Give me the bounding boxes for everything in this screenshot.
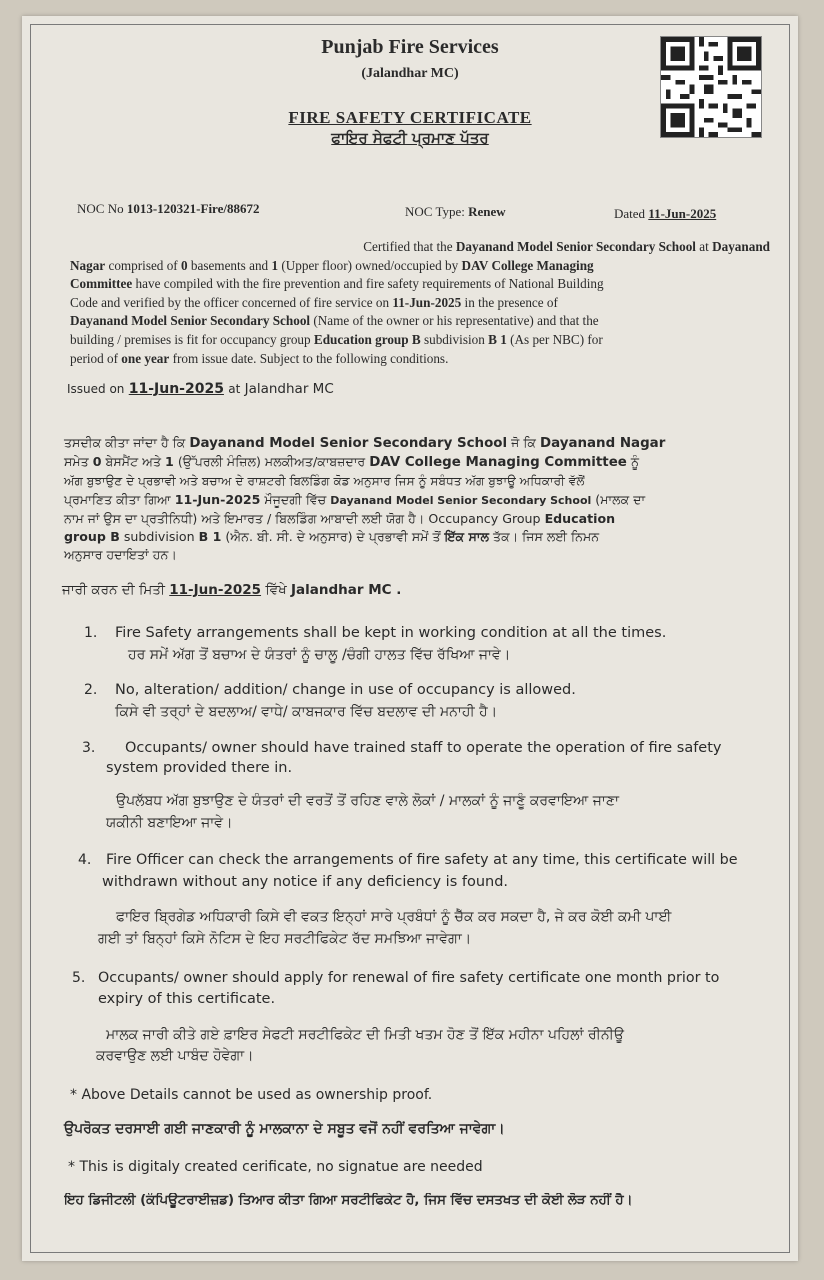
text: comprised of [108,257,178,273]
text: ਅੱਗ ਬੁਝਾਉਣ ਦੇ ਪ੍ਰਭਾਵੀ ਅਤੇ ਬਚਾਅ ਦੇ ਰਾਸ਼ਟਰੀ ਬਿਲਡਿੰਗ ਕੋਡ ਅਨੁਸਾਰ ਜਿਸ ਨੂੰ ਸਬੰਧਤ ਅੱਗ ਬੁਝਾਊ ਅਧਿਕਾਰੀ ਵੱਲੋਂ [64,474,585,489]
occupancy-group: Education [544,510,616,526]
owner-name: DAV College Managing Committee [369,455,627,471]
digital-note-punjabi: ਇਹ ਡਿਜੀਟਲੀ (ਕੰਪਿਊਟਰਾਈਜ਼ਡ) ਤਿਆਰ ਕੀਤਾ ਗਿਆ ਸਰਟੀਫਿਕੇਟ ਹੈ, ਜਿਸ ਵਿੱਚ ਦਸਤਖਤ ਦੀ ਕੋਈ ਲੋੜ ਨਹੀਂ ਹੈ। [64,1193,633,1208]
noc-type-value: Renew [468,204,506,219]
school-name: Dayanand Model Senior Secondary School [455,239,696,254]
condition-number: 2. [84,682,98,698]
issued-on-label: ਜਾਰੀ ਕਰਨ ਦੀ ਮਿਤੀ [62,582,165,598]
text: subdivision [123,529,195,545]
qr-code-icon [660,36,762,138]
text: ਨੂੰ [630,454,640,470]
condition-text-english: No, alteration/ addition/ change in use of occupancy is allowed. [115,682,576,698]
occupancy-group: Education group B [313,331,421,347]
issued-on-punjabi [62,582,401,598]
condition-text-punjabi: ਯਕੀਨੀ ਬਣਾਇਆ ਜਾਵੇ। [106,815,233,831]
text: ਪ੍ਰਮਾਣਿਤ ਕੀਤਾ ਗਿਆ [64,491,171,507]
issued-on-date: 11-Jun-2025 [169,582,262,598]
owner-name: Committee [70,276,133,292]
text: ਤਸਦੀਕ ਕੀਤਾ ਜਾਂਦਾ ਹੈ ਕਿ [64,435,186,450]
condition-text-punjabi: ਉਪਲੱਬਧ ਅੱਗ ਬੁਝਾਉਣ ਦੇ ਯੰਤਰਾਂ ਦੀ ਵਰਤੋਂ ਤੋਂ ਰਹਿਣ ਵਾਲੇ ਲੋਕਾਂ / ਮਾਲਕਾਂ ਨੂੰ ਜਾਣੂੰ ਕਰਵਾਇਆ ਜਾਣਾ [116,793,619,809]
text: in the presence of [464,294,558,310]
text: subdivision [423,331,485,347]
validity-period: ਇੱਕ ਸਾਲ [444,529,490,545]
text: (ਐਨ. ਬੀ. ਸੀ. ਦੇ ਅਨੁਸਾਰ) ਦੇ ਪ੍ਰਭਾਵੀ ਸਮੇਂ ਤੋਂ [225,529,441,545]
issued-place: Jalandhar MC . [291,582,402,598]
issued-on-english [67,381,334,397]
condition-number: 4. [78,852,92,868]
verified-date: 11-Jun-2025 [174,491,261,507]
text: ਬੇਸਮੈਂਟ ਅਤੇ [105,454,162,470]
text: basements and [190,257,269,273]
dated [614,206,716,222]
noc-number [77,201,259,217]
text: Code and verified by the officer concerned of fire service on [70,294,390,310]
place-name: Nagar [70,257,106,273]
noc-number-value: 1013-120321-Fire/88672 [126,201,260,216]
condition-text-punjabi: ਕਿਸੇ ਵੀ ਤਰ੍ਹਾਂ ਦੇ ਬਦਲਾਅ/ ਵਾਧੇ/ ਕਾਬਜਕਾਰ ਵਿੱਚ ਬਦਲਾਵ ਦੀ ਮਨਾਹੀ ਹੈ। [115,704,498,720]
floor-count: 1 [271,257,279,273]
subdivision: B 1 [488,331,507,347]
condition-text-english: Occupants/ owner should apply for renewal of fire safety certificate one month prior to [98,970,720,986]
text: period of [70,350,118,366]
text: ਮੌਜੂਦਗੀ ਵਿੱਚ [264,491,327,507]
text: (ਉੱਪਰਲੀ ਮੰਜ਼ਿਲ) ਮਲਕੀਅਤ/ਕਾਬਜ਼ਦਾਰ [177,454,366,470]
issued-on-date: 11-Jun-2025 [128,381,224,397]
dated-value: 11-Jun-2025 [648,206,717,221]
school-name: Dayanand Model Senior Secondary School [189,436,508,451]
floor-count: 1 [165,454,174,470]
text: Certified that the [363,239,453,254]
condition-text-punjabi: ਮਾਲਕ ਜਾਰੀ ਕੀਤੇ ਗਏ ਫ਼ਾਇਰ ਸੇਫਟੀ ਸਰਟੀਫਿਕੇਟ ਦੀ ਮਿਤੀ ਖਤਮ ਹੋਣ ਤੋਂ ਇੱਕ ਮਹੀਨਾ ਪਹਿਲਾਂ ਰੀਨੀਊ [106,1027,624,1043]
condition-text-english: withdrawn without any notice if any deficiency is found. [102,874,509,890]
basement-count: 0 [92,454,102,470]
certificate-title-punjabi: ਫਾਇਰ ਸੇਫਟੀ ਪ੍ਰਮਾਣ ਪੱਤਰ [331,129,489,147]
text: have compiled with the fire prevention and fire safety requirements of National Building [135,276,604,292]
certificate-title: FIRE SAFETY CERTIFICATE [288,108,532,127]
certificate-text-punjabi [64,434,776,564]
text: (Name of the owner or his representative) and that the [313,313,599,329]
certificate-sheet [22,16,798,1261]
condition-text-punjabi: ਫਾਇਰ ਬ੍ਰਿਗੇਡ ਅਧਿਕਾਰੀ ਕਿਸੇ ਵੀ ਵਕਤ ਇਨ੍ਹਾਂ ਸਾਰੇ ਪ੍ਰਬੰਧਾਂ ਨੂੰ ਚੈੱਕ ਕਰ ਸਕਦਾ ਹੈ, ਜੇ ਕਰ ਕੋਈ ਕਮੀ ਪਾਈ [116,909,672,925]
basement-count: 0 [180,257,188,273]
place-name: Dayanand Nagar [539,436,666,451]
sub-org: (Jalandhar MC) [361,66,459,81]
org-name: Punjab Fire Services [321,36,499,58]
text: at [228,382,241,396]
place-name: Dayanand [712,239,770,254]
ownership-note-english: * Above Details cannot be used as ownership proof. [70,1087,433,1103]
text: ਅਨੁਸਾਰ ਹਦਾਇਤਾਂ ਹਨ। [64,547,177,563]
condition-number: 5. [72,970,86,986]
school-name: Dayanand Model Senior Secondary School [70,313,311,329]
text: (As per NBC) for [510,331,603,347]
condition-text-english: expiry of this certificate. [98,991,276,1007]
digital-note-english: * This is digitaly created cerificate, no signatue are needed [68,1159,483,1175]
occupancy-group: group B [64,529,120,545]
text: at [699,239,709,254]
owner-name: DAV College Managing [461,257,594,273]
school-name: Dayanand Model Senior Secondary School [330,493,592,507]
ownership-note-punjabi: ਉਪਰੋਕਤ ਦਰਸਾਈ ਗਈ ਜਾਣਕਾਰੀ ਨੂੰ ਮਾਲਕਾਨਾ ਦੇ ਸਬੂਤ ਵਜੋਂ ਨਹੀਂ ਵਰਤਿਆ ਜਾਵੇਗਾ। [64,1121,505,1137]
condition-text-english: system provided there in. [106,760,293,776]
condition-number: 3. [82,740,96,756]
text: (ਮਾਲਕ ਦਾ [595,491,646,507]
certificate-text-english [70,238,770,368]
text: ਜੋ ਕਿ [511,435,536,450]
validity-period: one year [121,350,170,366]
verified-date: 11-Jun-2025 [392,294,462,310]
dated-label: Dated [614,206,646,221]
issued-on-label: Issued on [67,382,125,396]
condition-text-english: Occupants/ owner should have trained staff to operate the operation of fire safety [125,740,722,756]
issued-place: Jalandhar MC [244,381,334,397]
noc-number-label: NOC No [77,201,124,216]
noc-type-label: NOC Type: [405,204,465,219]
text: building / premises is fit for occupancy group [70,331,311,347]
condition-text-english: Fire Safety arrangements shall be kept in working condition at all the times. [115,625,667,641]
condition-text-english: Fire Officer can check the arrangements of fire safety at any time, this certificate will be [106,852,738,868]
noc-type [405,204,506,220]
text: ਤੱਕ। ਜਿਸ ਲਈ ਨਿਮਨ [493,529,600,545]
text: from issue date. Subject to the following conditions. [172,350,449,366]
condition-text-punjabi: ਗਈ ਤਾਂ ਬਿਨ੍ਹਾਂ ਕਿਸੇ ਨੋਟਿਸ ਦੇ ਇਹ ਸਰਟੀਫਿਕੇਟ ਰੱਦ ਸਮਝਿਆ ਜਾਵੇਗਾ। [98,931,472,947]
text: ਸਮੇਤ [64,454,89,470]
text: ਨਾਮ ਜਾਂ ਉਸ ਦਾ ਪ੍ਰਤੀਨਿਧੀ) ਅਤੇ ਇਮਾਰਤ / ਬਿਲਡਿੰਗ ਆਬਾਦੀ ਲਈ ਯੋਗ ਹੈ। [64,510,425,526]
condition-text-punjabi: ਕਰਵਾਉਣ ਲਈ ਪਾਬੰਦ ਹੋਵੇਗਾ। [96,1048,254,1064]
text: (Upper floor) owned/occupied by [281,257,459,273]
condition-number: 1. [84,625,98,641]
condition-text-punjabi: ਹਰ ਸਮੇਂ ਅੱਗ ਤੋਂ ਬਚਾਅ ਦੇ ਯੰਤਰਾਂ ਨੂੰ ਚਾਲੂ /ਚੰਗੀ ਹਾਲਤ ਵਿੱਚ ਰੱਖਿਆ ਜਾਵੇ। [128,647,511,663]
text: ਵਿੱਖੇ [265,582,287,598]
subdivision: B 1 [198,529,222,545]
occupancy-label: Occupancy Group [428,510,541,526]
